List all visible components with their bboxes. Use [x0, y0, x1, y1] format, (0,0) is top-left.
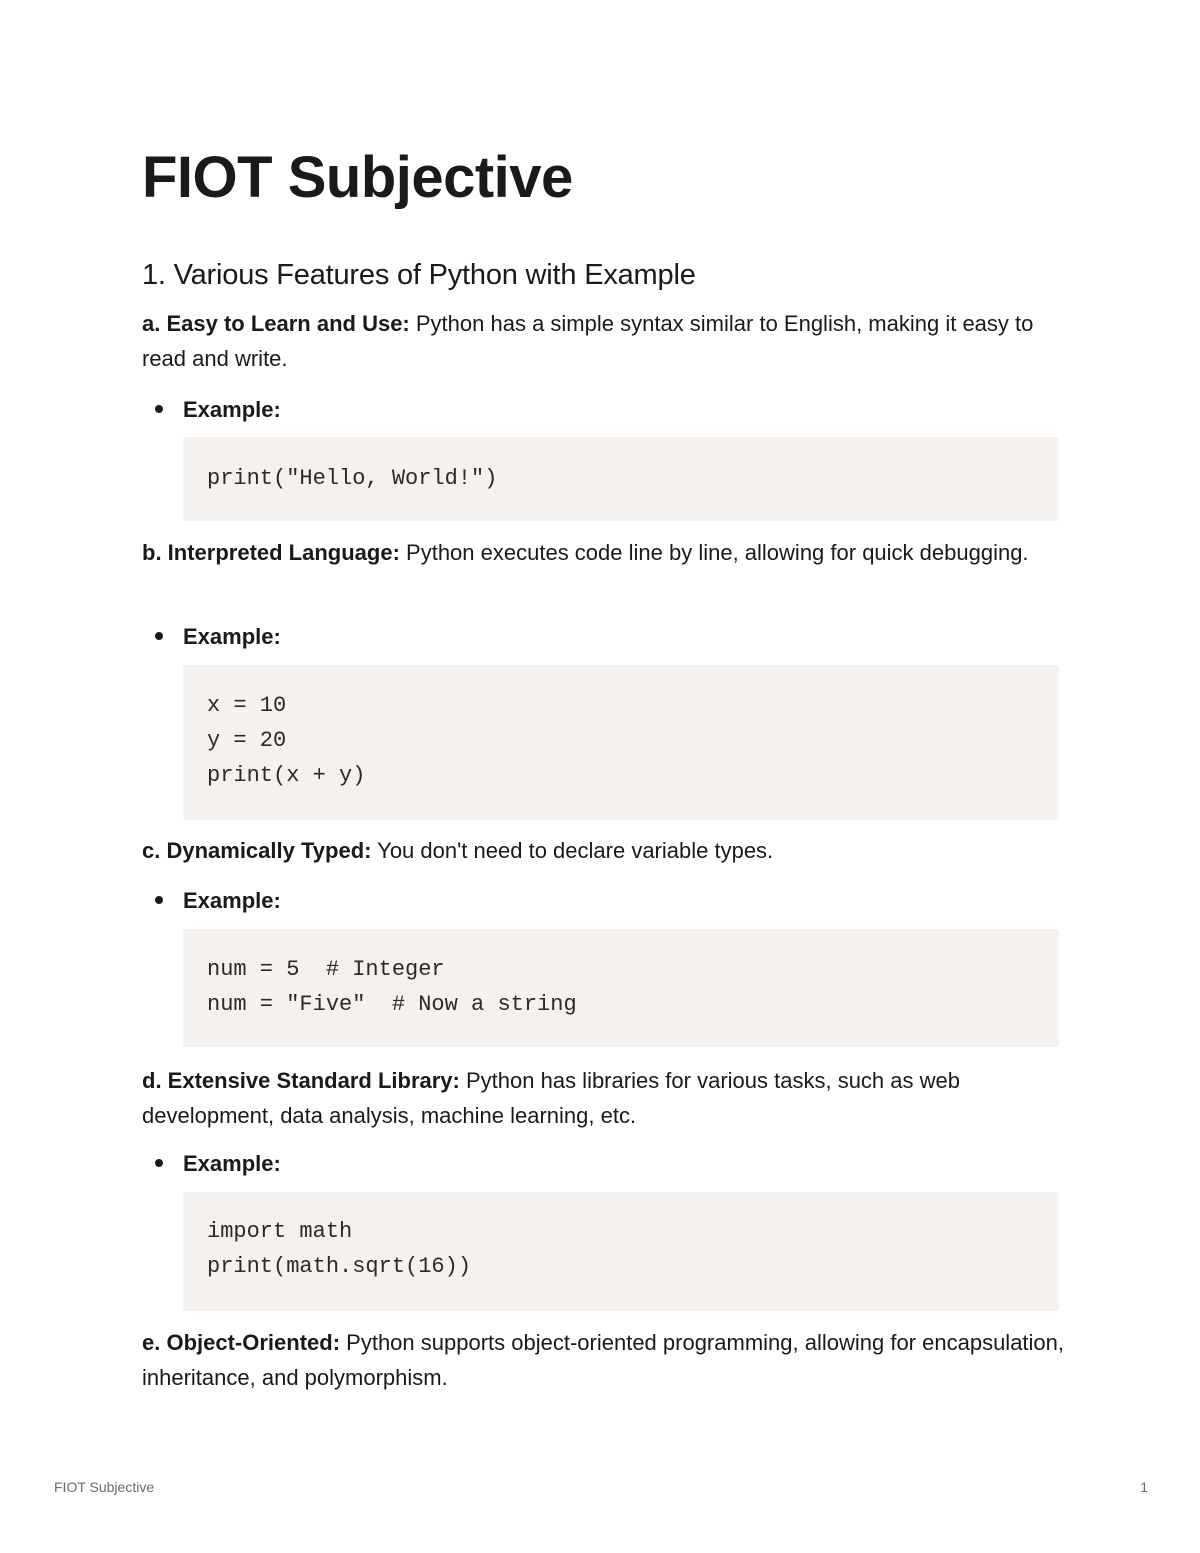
- feature-a-example-label: Example:: [183, 397, 281, 422]
- feature-a-label: a. Easy to Learn and Use:: [142, 311, 410, 336]
- feature-e-paragraph: [142, 1325, 1072, 1395]
- feature-c-paragraph: [142, 833, 1072, 868]
- code-line: print(x + y): [207, 763, 366, 788]
- code-line: print("Hello, World!"): [207, 466, 498, 491]
- page-title: FIOT Subjective: [142, 145, 573, 210]
- feature-a-code-block: [183, 437, 1059, 521]
- feature-d-paragraph: [142, 1063, 1072, 1133]
- feature-d-code-block: [183, 1192, 1059, 1311]
- feature-d-example-bullet: [155, 1146, 281, 1181]
- feature-b-example-label: Example:: [183, 624, 281, 649]
- feature-b-code-block: [183, 665, 1059, 820]
- code-line: print(math.sqrt(16)): [207, 1254, 472, 1279]
- footer-title: FIOT Subjective: [54, 1479, 155, 1495]
- section-heading: 1. Various Features of Python with Example: [142, 259, 696, 291]
- feature-c-example-label: Example:: [183, 888, 281, 913]
- code-line: import math: [207, 1219, 353, 1244]
- feature-b-example-bullet: [155, 619, 281, 654]
- code-line: num = "Five" # Now a string: [207, 992, 577, 1017]
- feature-a-example-bullet: [155, 392, 281, 427]
- feature-b-text: Python executes code line by line, allowing for quick debugging.: [399, 540, 1029, 565]
- bullet-dot-icon: [155, 1159, 163, 1167]
- code-line: y = 20: [207, 728, 287, 753]
- feature-e-text: Python supports object-oriented programming, allowing for encapsulation, inheritance, and polymorphism.: [142, 1330, 1065, 1390]
- feature-c-label: c. Dynamically Typed:: [142, 838, 372, 863]
- bullet-dot-icon: [155, 896, 163, 904]
- bullet-dot-icon: [155, 405, 163, 413]
- feature-d-label: d. Extensive Standard Library:: [142, 1068, 460, 1093]
- feature-c-example-bullet: [155, 883, 281, 918]
- code-line: x = 10: [207, 693, 287, 718]
- code-line: num = 5 # Integer: [207, 957, 445, 982]
- feature-b-label: b. Interpreted Language:: [142, 540, 400, 565]
- feature-a-paragraph: [142, 306, 1072, 376]
- feature-d-text: Python has libraries for various tasks, such as web development, data analysis, machine learning, etc.: [142, 1068, 960, 1128]
- feature-b-paragraph: [142, 535, 1072, 570]
- feature-c-text: You don't need to declare variable types.: [371, 838, 774, 863]
- feature-a-text: Python has a simple syntax similar to English, making it easy to read and write.: [142, 311, 1034, 371]
- feature-d-example-label: Example:: [183, 1151, 281, 1176]
- feature-e-label: e. Object-Oriented:: [142, 1330, 341, 1355]
- feature-c-code-block: [183, 929, 1059, 1047]
- footer-page-number: 1: [1140, 1479, 1148, 1495]
- bullet-dot-icon: [155, 632, 163, 640]
